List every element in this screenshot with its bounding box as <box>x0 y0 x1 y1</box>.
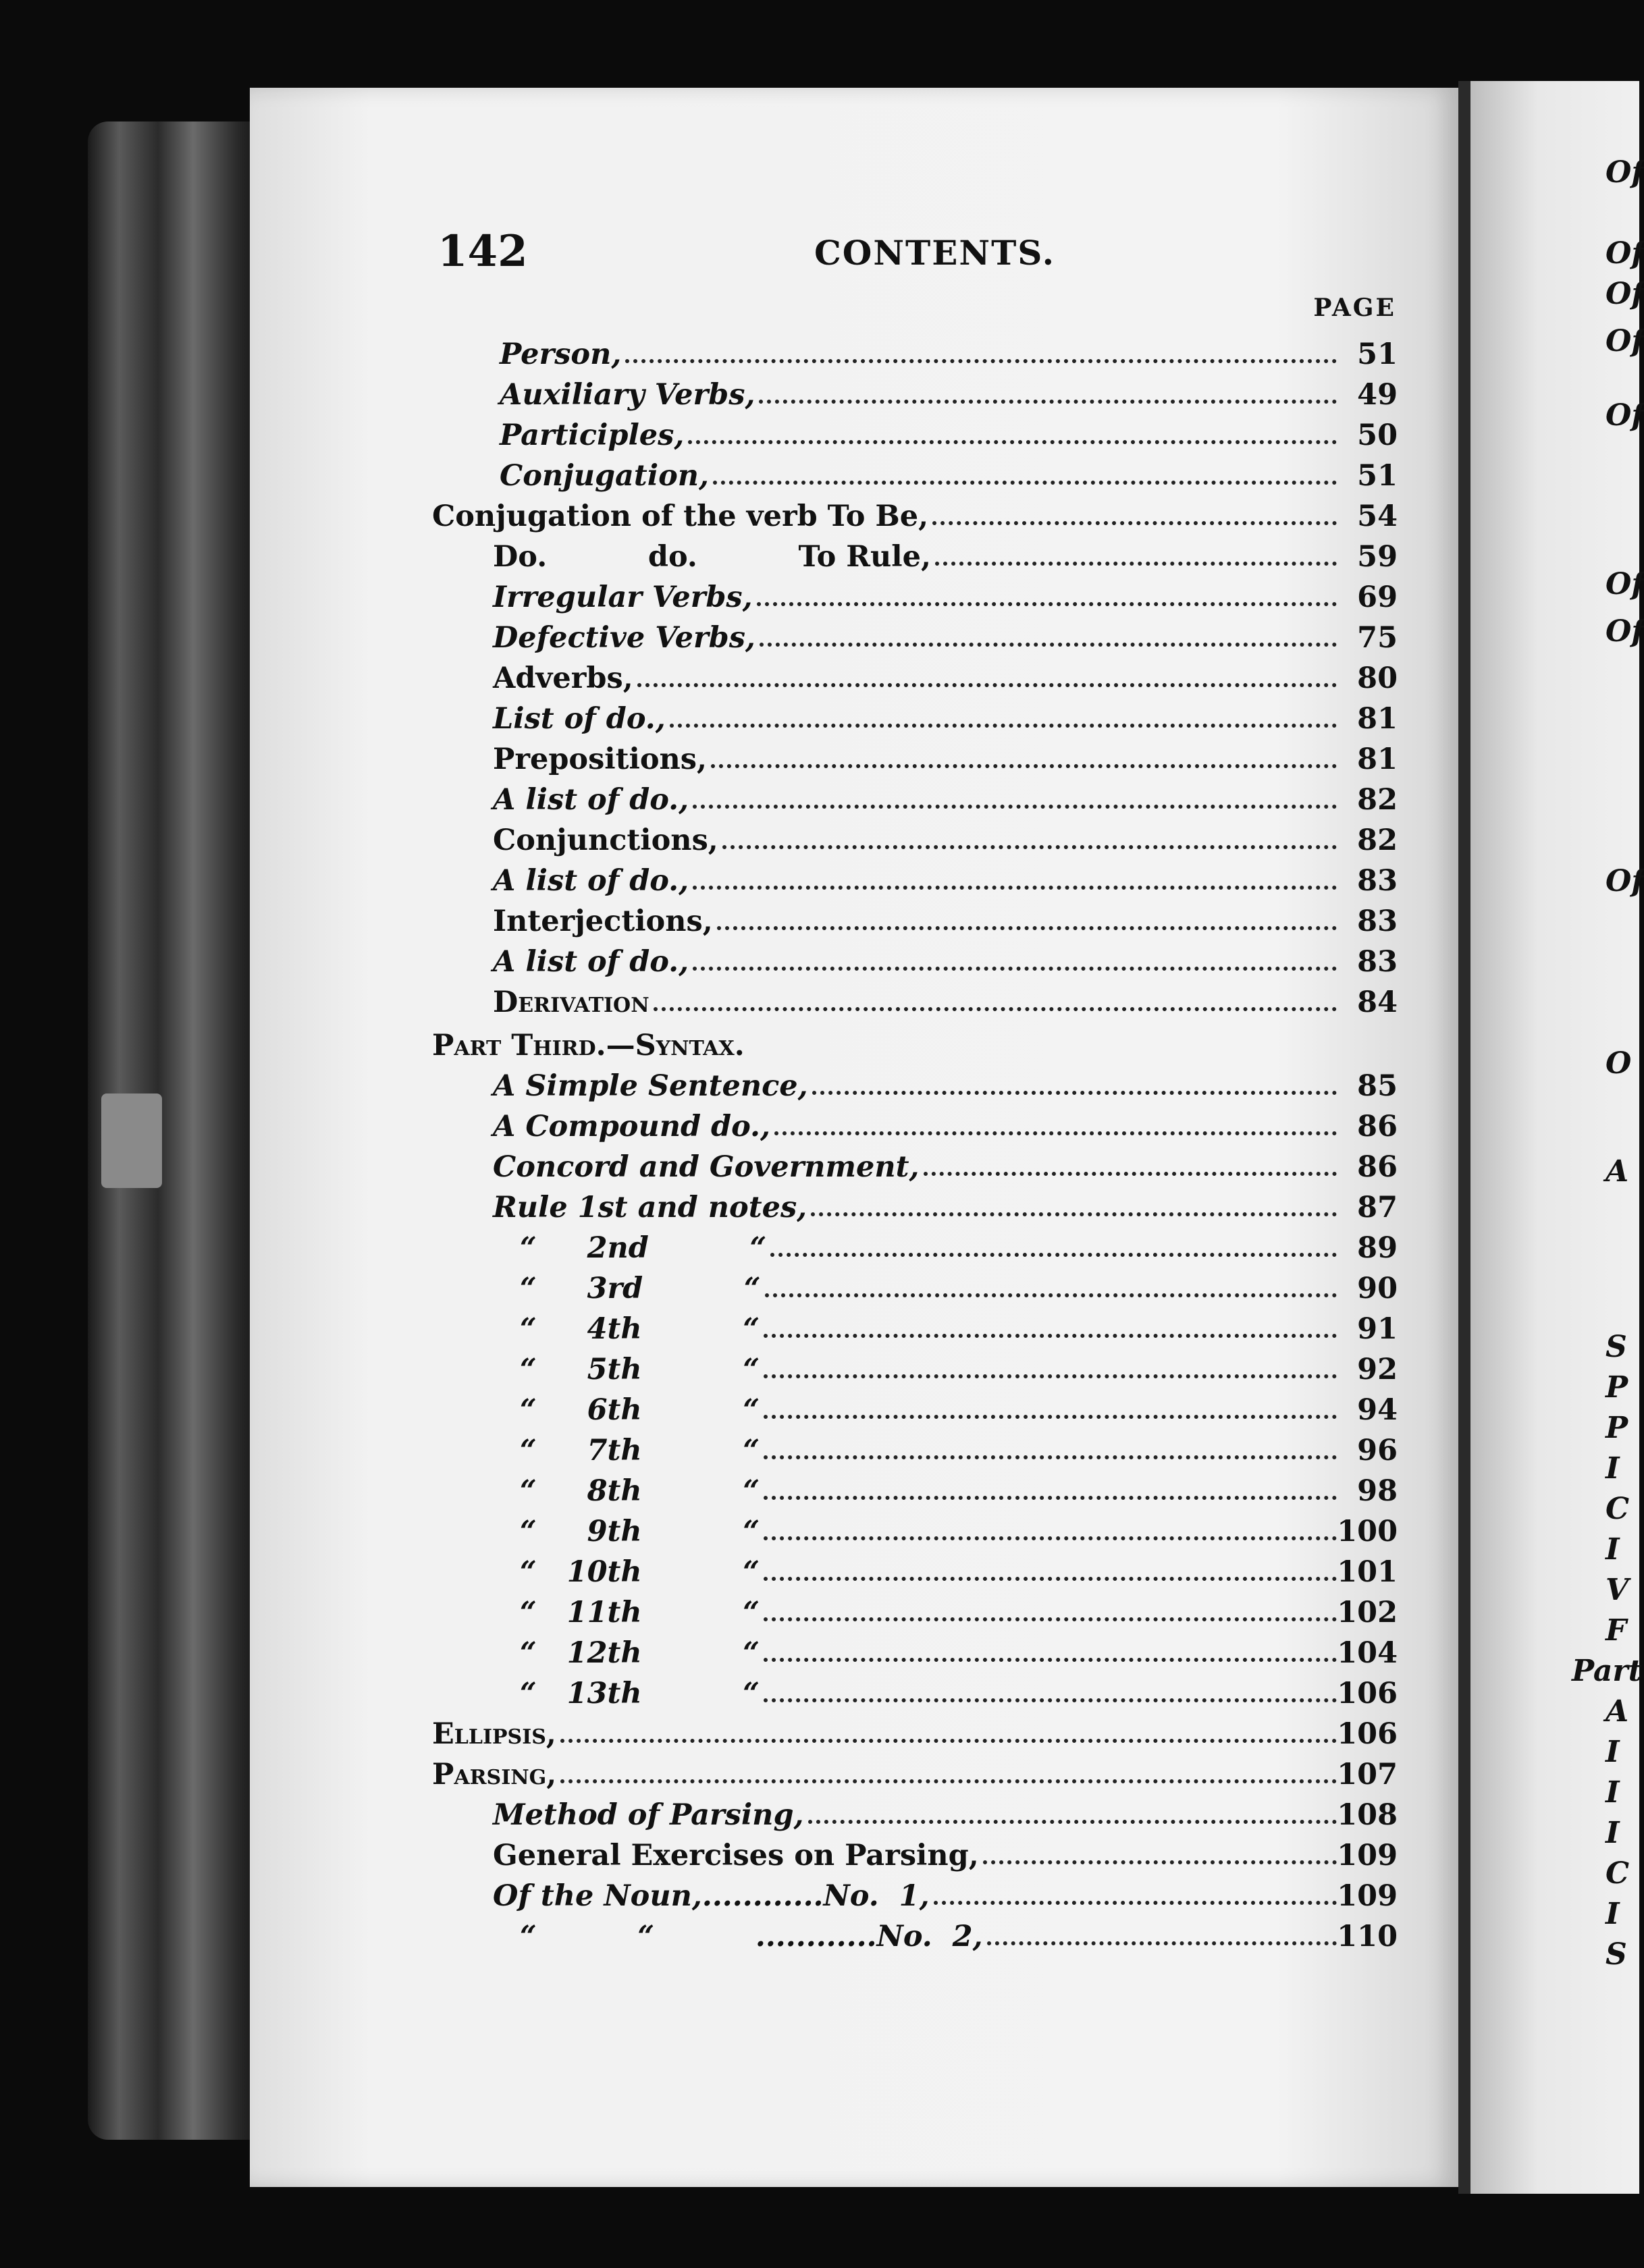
toc-entry-title: A list of do., <box>493 864 689 898</box>
toc-entry-page: 69 <box>1357 580 1398 614</box>
toc-entry-title: Concord and Government, <box>493 1150 920 1184</box>
right-page-fragment: Of <box>1606 155 1644 190</box>
dot-leader <box>774 1131 1337 1135</box>
dot-leader <box>637 683 1337 687</box>
toc-entry-title: “ 7th “ <box>520 1434 760 1467</box>
right-page-fragment: Of <box>1606 567 1644 601</box>
toc-entry-page: 100 <box>1337 1515 1398 1548</box>
dot-leader <box>693 967 1337 971</box>
toc-entry-title: “ 8th “ <box>520 1474 760 1508</box>
toc-entry-title: Conjunctions, <box>493 824 718 857</box>
toc-entry-page: 104 <box>1337 1636 1398 1670</box>
toc-entry-page: 51 <box>1357 459 1398 493</box>
toc-entry <box>432 938 1398 979</box>
toc-entry <box>432 1791 1398 1832</box>
toc-entry-page: 91 <box>1357 1312 1398 1346</box>
toc-entry <box>432 1022 1398 1062</box>
toc-entry-title: Adverbs, <box>493 662 633 695</box>
toc-entry-title: A Compound do., <box>493 1110 770 1143</box>
dot-leader <box>688 440 1337 444</box>
toc-entry-page: 82 <box>1357 824 1398 857</box>
toc-entry-page: 54 <box>1357 500 1398 533</box>
dot-leader <box>670 724 1337 728</box>
dot-leader <box>934 1901 1337 1905</box>
toc-entry-page: 86 <box>1357 1150 1398 1184</box>
dot-leader <box>764 1374 1337 1378</box>
dot-leader <box>759 400 1337 404</box>
toc-entry <box>432 695 1398 736</box>
right-page-fragment: C <box>1606 1492 1630 1526</box>
toc-entry-page: 81 <box>1357 702 1398 736</box>
toc-entry <box>432 1062 1398 1103</box>
toc-entry-title: “ 11th “ <box>520 1596 760 1629</box>
dot-leader <box>764 1577 1337 1581</box>
toc-entry <box>432 1184 1398 1224</box>
dot-leader <box>764 1415 1337 1419</box>
toc-entry <box>432 1386 1398 1427</box>
toc-entry <box>432 1224 1398 1265</box>
toc-entry-page: 108 <box>1337 1798 1398 1832</box>
toc-entry-page: 109 <box>1337 1879 1398 1913</box>
right-page-fragment: A <box>1606 1694 1629 1729</box>
dot-leader <box>764 1698 1337 1702</box>
page-column-label: PAGE <box>1313 294 1396 322</box>
toc-entry-title: Conjugation, <box>500 459 710 493</box>
right-page-fragment: Of <box>1606 864 1644 898</box>
dot-leader <box>765 1293 1337 1297</box>
toc-entry-page: 107 <box>1337 1758 1398 1791</box>
dot-leader <box>764 1658 1337 1662</box>
toc-entry-page: 110 <box>1337 1920 1398 1953</box>
toc-entry-page: 50 <box>1357 418 1398 452</box>
toc-entry-page: 85 <box>1357 1069 1398 1103</box>
toc-entry-title: List of do., <box>493 702 666 736</box>
toc-entry <box>432 371 1398 412</box>
toc-entry-page: 109 <box>1337 1839 1398 1872</box>
right-page-fragment: F <box>1606 1613 1627 1648</box>
toc-entry-title: “ 13th “ <box>520 1677 760 1710</box>
toc-entry-page: 83 <box>1357 945 1398 979</box>
toc-entry-page: 83 <box>1357 864 1398 898</box>
toc-entry <box>432 331 1398 371</box>
toc-entry-page: 51 <box>1357 338 1398 371</box>
right-page-fragment: V <box>1606 1573 1629 1607</box>
dot-leader <box>983 1860 1337 1864</box>
toc-entry-title: “ 10th “ <box>520 1555 760 1589</box>
dot-leader <box>711 764 1337 768</box>
toc-entry <box>432 533 1398 574</box>
toc-entry-page: 59 <box>1357 540 1398 574</box>
dot-leader <box>722 845 1337 849</box>
page-gutter <box>1458 81 1470 2194</box>
toc-entry-title: “ 12th “ <box>520 1636 760 1670</box>
right-page-fragment: I <box>1606 1816 1620 1850</box>
toc-entry-page: 106 <box>1337 1677 1398 1710</box>
toc-entry-title: A list of do., <box>493 783 689 817</box>
toc-entry-page: 80 <box>1357 662 1398 695</box>
toc-entry-page: 94 <box>1357 1393 1398 1427</box>
toc-entry <box>432 817 1398 857</box>
toc-entry-title: “ 6th “ <box>520 1393 760 1427</box>
toc-entry-page: 82 <box>1357 783 1398 817</box>
toc-entry <box>432 614 1398 655</box>
page-number: 142 <box>437 226 528 277</box>
toc-entry <box>432 1629 1398 1670</box>
toc-entry-title: Do. do. To Rule, <box>493 540 931 574</box>
dot-leader <box>811 1212 1337 1216</box>
toc-entry-page: 83 <box>1357 905 1398 938</box>
toc-entry <box>432 1305 1398 1346</box>
toc-entry-title: “ “ ............No. 2, <box>520 1920 983 1953</box>
running-title: CONTENTS. <box>814 233 1056 273</box>
toc-entry-title: “ 4th “ <box>520 1312 760 1346</box>
toc-entry-title: Parsing, <box>432 1758 557 1791</box>
toc-entry <box>432 1346 1398 1386</box>
dot-leader <box>764 1334 1337 1338</box>
right-page-fragment: I <box>1606 1532 1620 1567</box>
toc-entry <box>432 1913 1398 1953</box>
toc-entry <box>432 1589 1398 1629</box>
right-page-fragment: I <box>1606 1735 1620 1769</box>
toc-entry <box>432 979 1398 1019</box>
toc-entry <box>432 655 1398 695</box>
toc-entry <box>432 1508 1398 1548</box>
toc-entry-title: Person, <box>500 338 622 371</box>
right-page-fragment: S <box>1606 1937 1627 1972</box>
dot-leader <box>693 886 1337 890</box>
page-header <box>437 226 1396 322</box>
dot-leader <box>764 1536 1337 1540</box>
toc-entry <box>432 1832 1398 1872</box>
toc-entry <box>432 898 1398 938</box>
toc-entry-page: 102 <box>1337 1596 1398 1629</box>
right-page-fragment: I <box>1606 1451 1620 1486</box>
toc-entry-page: 101 <box>1337 1555 1398 1589</box>
toc-entry-title: Prepositions, <box>493 742 707 776</box>
right-page-fragment: Of <box>1606 614 1644 649</box>
toc-entry-title: Part Third.—Syntax. <box>432 1029 745 1062</box>
toc-entry-title: General Exercises on Parsing, <box>493 1839 979 1872</box>
dot-leader <box>713 481 1337 485</box>
toc-entry <box>432 412 1398 452</box>
right-page-fragment: A <box>1606 1154 1629 1189</box>
dot-leader <box>932 521 1337 525</box>
toc-entry-title: “ 9th “ <box>520 1515 760 1548</box>
right-page-fragment: Of <box>1606 277 1644 311</box>
dot-leader <box>764 1455 1337 1459</box>
toc-entry-title: Participles, <box>500 418 685 452</box>
toc-entry-page: 98 <box>1357 1474 1398 1508</box>
toc-entry-page: 81 <box>1357 742 1398 776</box>
toc-entry-page: 49 <box>1357 378 1398 412</box>
right-page-fragment: Part <box>1572 1654 1642 1688</box>
toc-entry-page: 87 <box>1357 1191 1398 1224</box>
dot-leader <box>760 643 1337 647</box>
toc-entry-page: 92 <box>1357 1353 1398 1386</box>
toc-entry-page: 106 <box>1337 1717 1398 1751</box>
dot-leader <box>764 1617 1337 1621</box>
toc-entry <box>432 1467 1398 1508</box>
toc-entry <box>432 574 1398 614</box>
right-page-fragment: P <box>1606 1370 1628 1405</box>
toc-entry <box>432 1265 1398 1305</box>
toc-entry <box>432 1427 1398 1467</box>
toc-entry <box>432 776 1398 817</box>
toc-entry-title: “ 5th “ <box>520 1353 760 1386</box>
dot-leader <box>757 602 1337 606</box>
toc-entry-title: A list of do., <box>493 945 689 979</box>
right-page-fragment: S <box>1606 1330 1627 1364</box>
toc-entry-page: 86 <box>1357 1110 1398 1143</box>
dot-leader <box>717 926 1337 930</box>
toc-entry-page: 89 <box>1357 1231 1398 1265</box>
dot-leader <box>654 1007 1337 1011</box>
dot-leader <box>625 359 1337 363</box>
toc-entry-title: Interjections, <box>493 905 713 938</box>
dot-leader <box>935 562 1337 566</box>
right-page-fragment: Of <box>1606 324 1644 358</box>
dot-leader <box>560 1779 1337 1783</box>
right-page-fragment: I <box>1606 1775 1620 1810</box>
toc-entry-title: Ellipsis, <box>432 1717 556 1751</box>
toc-entry <box>432 1143 1398 1184</box>
toc-entry-page: 96 <box>1357 1434 1398 1467</box>
toc-entry-title: Method of Parsing, <box>493 1798 804 1832</box>
toc-entry-page: 84 <box>1357 986 1398 1019</box>
toc-entry-page: 75 <box>1357 621 1398 655</box>
dot-leader <box>924 1172 1337 1176</box>
toc-entry-title: Derivation <box>493 986 649 1019</box>
toc-entry <box>432 1103 1398 1143</box>
dot-leader <box>693 805 1337 809</box>
toc-entry <box>432 1548 1398 1589</box>
toc-entry <box>432 1872 1398 1913</box>
toc-entry-title: “ 3rd “ <box>520 1272 761 1305</box>
toc-entry <box>432 1751 1398 1791</box>
toc-entry <box>432 857 1398 898</box>
toc-entry <box>432 736 1398 776</box>
toc-entry <box>432 452 1398 493</box>
right-page-fragment: I <box>1606 1897 1620 1931</box>
toc-entry-title: Of the Noun,............No. 1, <box>493 1879 930 1913</box>
right-page-fragment: Of <box>1606 398 1644 433</box>
toc-entry-title: Defective Verbs, <box>493 621 755 655</box>
dot-leader <box>808 1820 1337 1824</box>
right-page-fragment: C <box>1606 1856 1630 1891</box>
dot-leader <box>812 1091 1337 1095</box>
toc-entry <box>432 493 1398 533</box>
right-page-edge <box>1470 81 1644 2194</box>
toc-entry-page: 90 <box>1357 1272 1398 1305</box>
table-of-contents <box>432 331 1398 1953</box>
toc-entry-title: Conjugation of the verb To Be, <box>432 500 929 533</box>
dot-leader <box>560 1739 1337 1743</box>
toc-entry <box>432 1670 1398 1710</box>
toc-entry-title: Rule 1st and notes, <box>493 1191 807 1224</box>
toc-entry-title: “ 2nd “ <box>520 1231 767 1265</box>
toc-entry-title: Irregular Verbs, <box>493 580 753 614</box>
right-page-fragment: P <box>1606 1411 1628 1445</box>
toc-entry <box>432 1710 1398 1751</box>
toc-entry-title: A Simple Sentence, <box>493 1069 808 1103</box>
dot-leader <box>764 1496 1337 1500</box>
spine-clasp <box>101 1094 162 1188</box>
dot-leader <box>987 1941 1337 1945</box>
right-page-fragment: O <box>1606 1046 1632 1081</box>
dot-leader <box>770 1253 1337 1257</box>
toc-entry-title: Auxiliary Verbs, <box>500 378 755 412</box>
right-page-fragment: Of <box>1606 236 1644 271</box>
